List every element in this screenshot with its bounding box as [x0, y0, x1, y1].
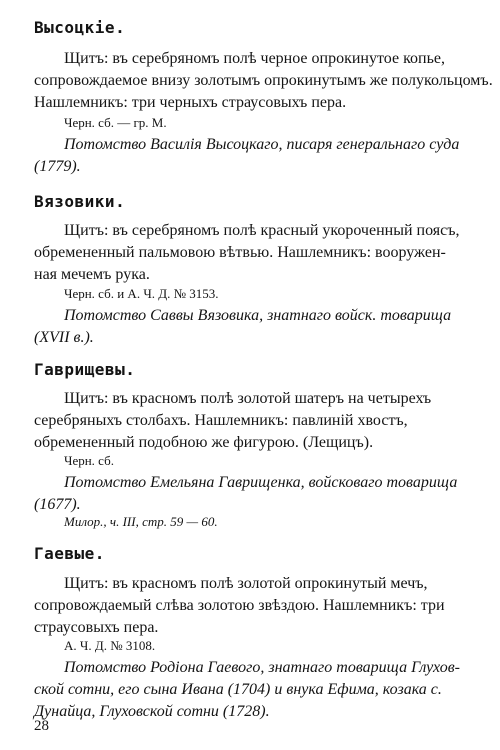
blazon-line: обремененный пальмовою вѣтвью. Нашлемникъ: вооружен-	[34, 244, 446, 261]
lineage-line: Потомство Саввы Вязовика, знатнаго войск. товарища	[64, 307, 452, 324]
entry-title: Высоцкіе.	[34, 18, 126, 37]
source-reference: Черн. сб.	[64, 453, 114, 468]
lineage-line: (1779).	[34, 158, 81, 175]
blazon-text	[34, 48, 493, 114]
lineage-line: (1677).	[34, 496, 81, 513]
source-reference: Милор., ч. III, стр. 59 — 60.	[64, 514, 218, 529]
entry-title: Гаевые.	[34, 544, 105, 563]
blazon-line: страусовыхъ пера.	[34, 619, 159, 636]
source-reference: Черн. сб. — гр. М.	[64, 115, 167, 130]
lineage-text	[34, 657, 468, 723]
entry-title: Гаврищевы.	[34, 360, 136, 379]
blazon-line: Щитъ: въ серебряномъ полѣ черное опрокинутое копье,	[64, 50, 445, 67]
blazon-line: Щитъ: въ красномъ полѣ золотой шатеръ на четырехъ	[64, 390, 432, 407]
source-reference: А. Ч. Д. № 3108.	[64, 638, 156, 653]
page-number: 28	[34, 718, 49, 734]
blazon-line: сопровождаемое внизу золотымъ опрокинутымъ же полукольцомъ.	[34, 72, 493, 89]
lineage-text	[34, 472, 468, 516]
lineage-line: Дунайца, Глуховской сотни (1728).	[34, 703, 270, 720]
blazon-text	[34, 220, 468, 286]
blazon-line: обремененный подобною же фигурою. (Лещицъ).	[34, 434, 374, 451]
lineage-text	[34, 305, 468, 349]
source-reference: Черн. сб. и А. Ч. Д. № 3153.	[64, 286, 219, 301]
lineage-line: ской сотни, его сына Ивана (1704) и внука Ефима, козака с.	[34, 681, 442, 698]
blazon-line: серебряныхъ столбахъ. Нашлемникъ: павлиній хвостъ,	[34, 412, 408, 429]
entry-title: Вязовики.	[34, 192, 126, 211]
lineage-text	[34, 134, 468, 178]
lineage-line: Потомство Емельяна Гаврищенка, войсковаго товарища	[64, 474, 458, 491]
lineage-line: Потомство Родіона Гаевого, знатнаго товарища Глухов-	[64, 659, 461, 676]
blazon-line: Нашлемникъ: три черныхъ страусовыхъ пера.	[34, 94, 347, 111]
lineage-line: (XVII в.).	[34, 329, 94, 346]
lineage-line: Потомство Василія Высоцкаго, писаря генеральнаго суда	[64, 136, 460, 153]
blazon-line: Щитъ: въ красномъ полѣ золотой опрокинутый мечъ,	[64, 575, 428, 592]
blazon-line: Щитъ: въ серебряномъ полѣ красный укороченный поясъ,	[64, 222, 460, 239]
blazon-line: ная мечемъ рука.	[34, 266, 150, 283]
blazon-text	[34, 388, 468, 454]
blazon-text	[34, 573, 468, 639]
blazon-line: сопровождаемый слѣва золотою звѣздою. Нашлемникъ: три	[34, 597, 445, 614]
